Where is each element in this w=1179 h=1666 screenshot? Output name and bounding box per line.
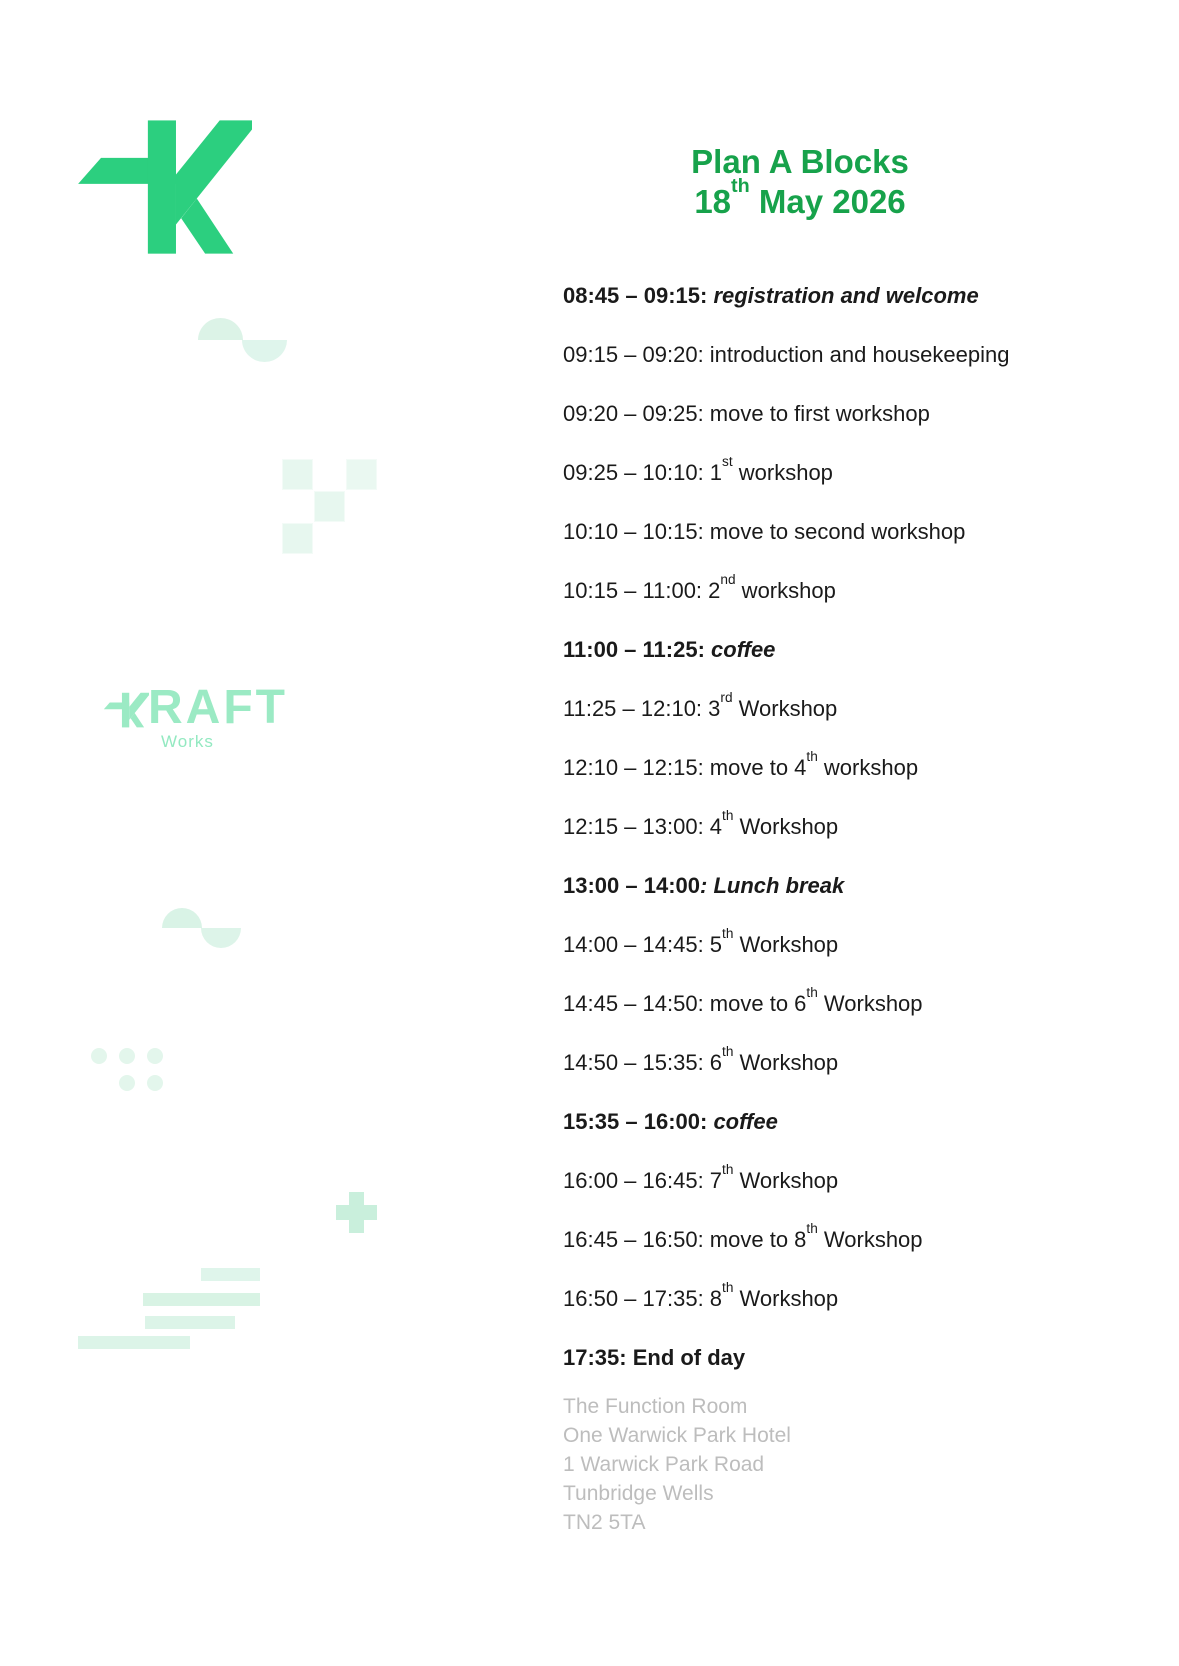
schedule-item: 12:10 – 12:15: move to 4th workshop bbox=[563, 748, 919, 780]
dot bbox=[147, 1048, 163, 1064]
schedule-item: 13:00 – 14:00: Lunch break bbox=[563, 873, 845, 898]
square bbox=[282, 523, 313, 554]
wordmark-text: RAFT bbox=[148, 681, 288, 734]
schedule-item: 17:35: End of day bbox=[563, 1345, 746, 1370]
schedule-item: 12:15 – 13:00: 4th Workshop bbox=[563, 807, 839, 839]
address-line: The Function Room bbox=[563, 1395, 748, 1418]
dot bbox=[119, 1075, 135, 1091]
schedule-item: 16:00 – 16:45: 7th Workshop bbox=[563, 1161, 839, 1193]
line-bar bbox=[143, 1293, 260, 1306]
half-circle-down bbox=[242, 340, 287, 362]
schedule-item: 09:15 – 09:20: introduction and housekeeping bbox=[563, 342, 1010, 367]
address-line: 1 Warwick Park Road bbox=[563, 1453, 765, 1476]
schedule-item: 14:00 – 14:45: 5th Workshop bbox=[563, 925, 839, 957]
kraftworks-k-logo bbox=[75, 110, 252, 250]
plus-icon bbox=[336, 1192, 377, 1233]
venue-address bbox=[563, 1392, 791, 1537]
schedule-item: 11:25 – 12:10: 3rd Workshop bbox=[563, 689, 838, 721]
page-title bbox=[560, 142, 1040, 222]
square bbox=[282, 459, 313, 490]
dot bbox=[91, 1048, 107, 1064]
address-line: One Warwick Park Hotel bbox=[563, 1424, 791, 1447]
schedule-item: 09:25 – 10:10: 1st workshop bbox=[563, 453, 833, 485]
half-circle-down bbox=[201, 928, 241, 948]
schedule-item: 14:50 – 15:35: 6th Workshop bbox=[563, 1043, 839, 1075]
dot bbox=[147, 1075, 163, 1091]
line-bar bbox=[78, 1336, 190, 1349]
wordmark-subtext: Works bbox=[161, 732, 214, 751]
k-mark-icon-small bbox=[103, 690, 149, 728]
title-line1: Plan A Blocks bbox=[691, 143, 909, 180]
schedule-item: 10:15 – 11:00: 2nd workshop bbox=[563, 571, 836, 603]
schedule-item: 14:45 – 14:50: move to 6th Workshop bbox=[563, 984, 923, 1016]
schedule-item: 16:50 – 17:35: 8th Workshop bbox=[563, 1279, 839, 1311]
schedule-item: 08:45 – 09:15: registration and welcome bbox=[563, 283, 979, 308]
address-line: TN2 5TA bbox=[563, 1511, 646, 1534]
half-circle-up bbox=[198, 318, 243, 340]
schedule-item: 16:45 – 16:50: move to 8th Workshop bbox=[563, 1220, 923, 1252]
schedule-item: 11:00 – 11:25: coffee bbox=[563, 637, 776, 662]
k-mark-icon bbox=[75, 110, 252, 256]
kraftworks-wordmark bbox=[103, 681, 288, 752]
line-bar bbox=[145, 1316, 235, 1329]
schedule-item: 09:20 – 09:25: move to first workshop bbox=[563, 401, 930, 426]
dot bbox=[119, 1048, 135, 1064]
square bbox=[314, 491, 345, 522]
schedule-item: 15:35 – 16:00: coffee bbox=[563, 1109, 778, 1134]
ordinal-suffix: th bbox=[731, 175, 750, 198]
address-line: Tunbridge Wells bbox=[563, 1482, 714, 1505]
schedule-item: 10:10 – 10:15: move to second workshop bbox=[563, 519, 966, 544]
schedule-list bbox=[563, 284, 1083, 1405]
kraft-word bbox=[103, 681, 288, 734]
line-bar bbox=[201, 1268, 260, 1281]
square bbox=[346, 459, 377, 490]
half-circle-up bbox=[162, 908, 202, 928]
title-line2: 18th May 2026 bbox=[694, 175, 906, 220]
